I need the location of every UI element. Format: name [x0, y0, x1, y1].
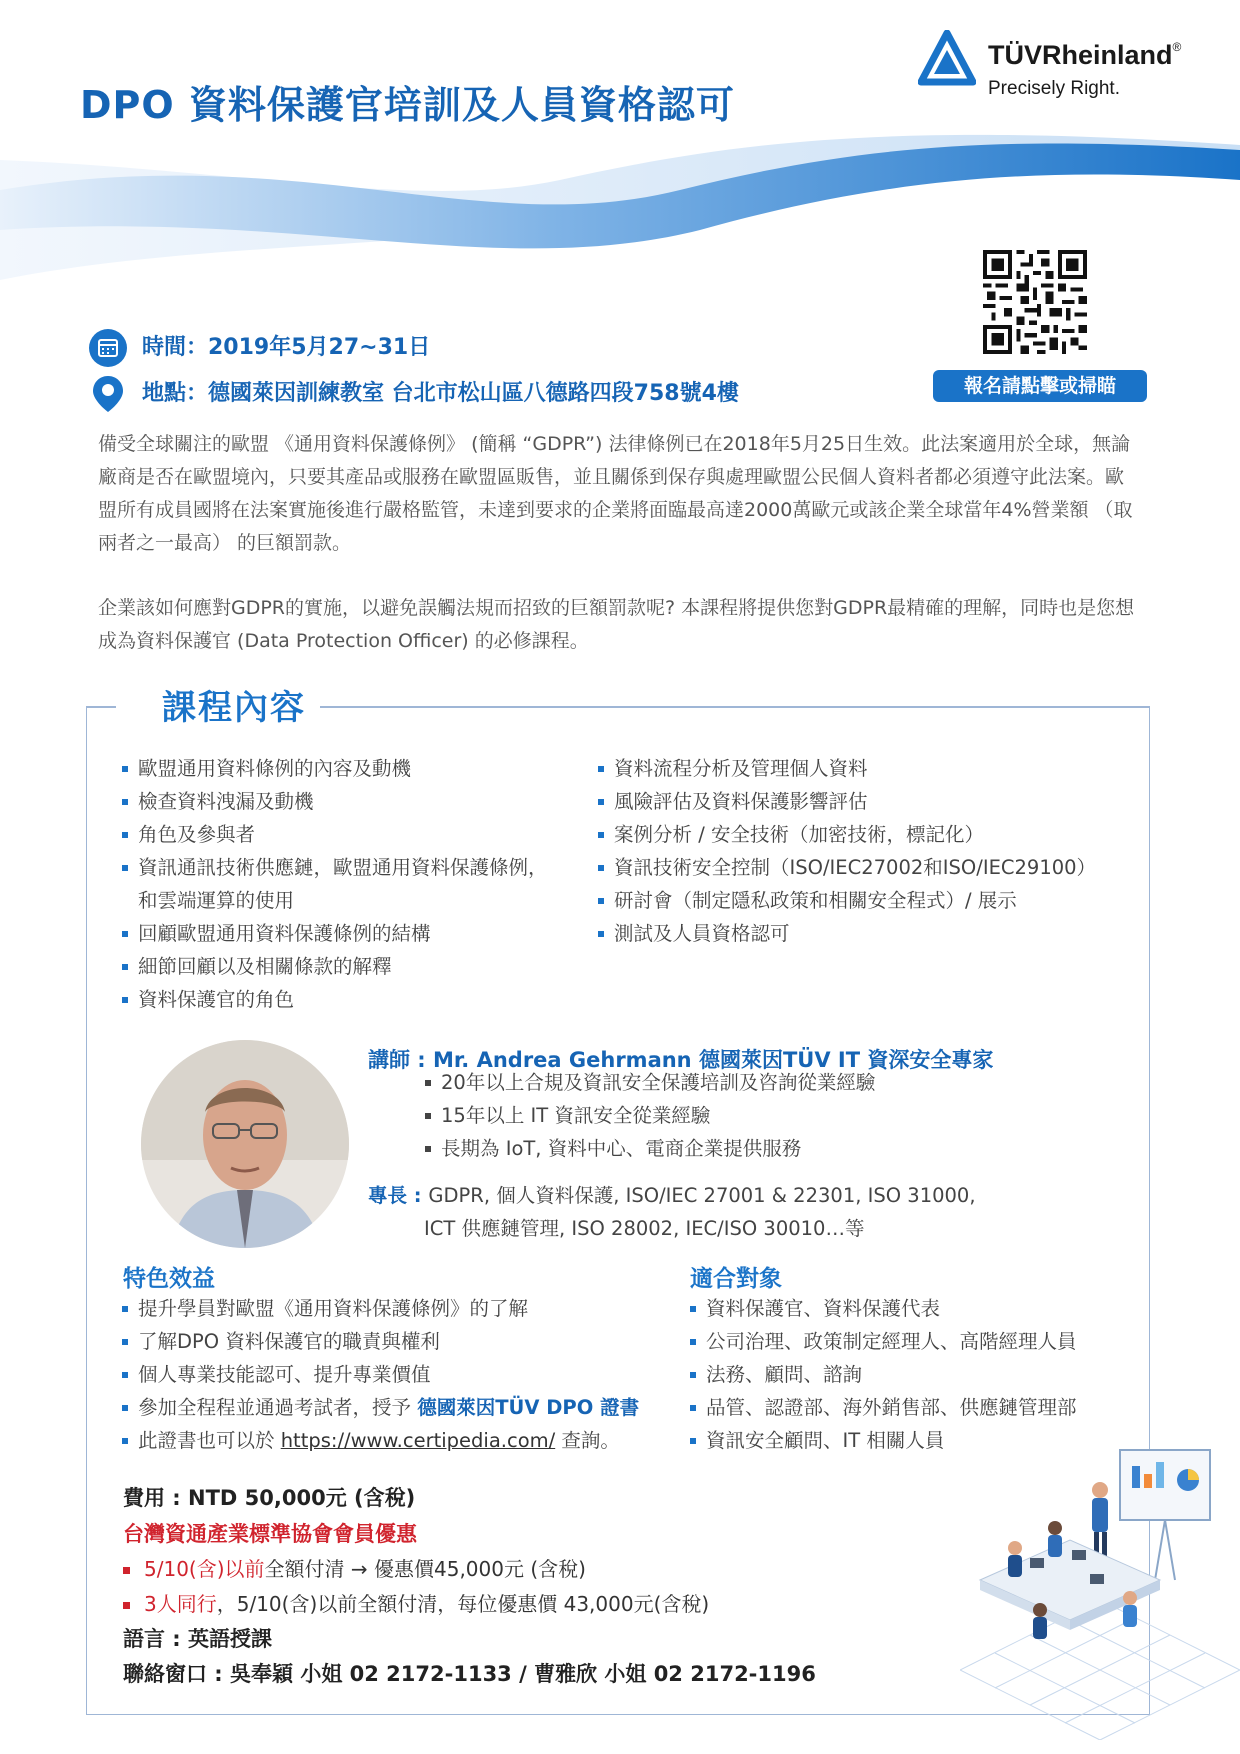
- list-item: 檢查資料洩漏及動機: [122, 785, 548, 818]
- box-top-rule: [320, 706, 1150, 708]
- calendar-icon: [88, 328, 128, 368]
- benefits-list: [122, 1292, 639, 1457]
- list-item: 歐盟通用資料條例的內容及動機: [122, 752, 548, 785]
- meeting-illustration: [960, 1440, 1240, 1740]
- list-item: 資料保護官、資料保護代表: [690, 1292, 1077, 1325]
- language-text: 語言 : 英語授課: [123, 1627, 273, 1651]
- intro-paragraph-1: 備受全球關注的歐盟 《通用資料保護條例》 (簡稱 “GDPR”) 法律條例已在2018年5月25日生效。此法案適用於全球，無論廠商是否在歐盟境內，只要其產品或服務在歐盟區販售，並且關係到保存與處理歐盟公民個人資料者都必須遵守此法案。歐盟所有成員國將在法案實施後進行嚴格監管，未達到要求的企業將面臨最高達2000萬歐元或該企業全球當年4%營業額 （取兩者之一最高） 的巨額罰款。: [98, 433, 1133, 554]
- intro-paragraph-2: 企業該如何應對GDPR的實施，以避免誤觸法規而招致的巨額罰款呢? 本課程將提供您對GDPR最精確的理解，同時也是您想成為資料保護官 (Data Protection Officer) 的必修課程。: [98, 597, 1135, 652]
- certificate-name: 德國萊因TÜV DPO 證書: [417, 1396, 640, 1419]
- list-item: 公司治理、政策制定經理人、高階經理人員: [690, 1325, 1077, 1358]
- list-item: 研討會（制定隱私政策和相關安全程式）/ 展示: [598, 884, 1096, 917]
- list-item: 15年以上 IT 資訊安全從業經驗: [425, 1099, 875, 1132]
- list-item: 資訊通訊技術供應鏈，歐盟通用資料保護條例，: [122, 851, 548, 884]
- list-item: 資料保護官的角色: [122, 983, 548, 1016]
- list-item: 風險評估及資料保護影響評估: [598, 785, 1096, 818]
- brand-name: TÜVRheinland®: [988, 40, 1182, 70]
- course-list-left: [122, 752, 548, 1016]
- certipedia-link[interactable]: https://www.certipedia.com/: [280, 1429, 556, 1452]
- brand-tagline: Precisely Right.: [988, 78, 1120, 99]
- event-time-text: 時間：2019年5月27~31日: [142, 335, 431, 360]
- list-item: 了解DPO 資料保護官的職責與權利: [122, 1325, 639, 1358]
- page-title: DPO 資料保護官培訓及人員資格認可: [80, 83, 735, 127]
- tuv-logo: [918, 30, 1208, 110]
- list-item: 案例分析 / 安全技術（加密技術，標記化）: [598, 818, 1096, 851]
- list-item: 提升學員對歐盟《通用資料保護條例》的了解: [122, 1292, 639, 1325]
- list-item: 資訊安全顧問、IT 相關人員: [690, 1424, 1077, 1457]
- audience-title: 適合對象: [690, 1266, 782, 1292]
- list-item: 20年以上合規及資訊安全保護培訓及咨詢從業經驗: [425, 1066, 875, 1099]
- location-pin-icon: [88, 374, 128, 414]
- instructor-expertise: 專長 : GDPR, 個人資料保護, ISO/IEC 27001 & 22301, ISO 31000, ICT 供應鏈管理, ISO 28002, IEC/ISO 30010…等: [368, 1184, 976, 1240]
- list-item: 品管、認證部、海外銷售部、供應鏈管理部: [690, 1391, 1077, 1424]
- instructor-points: [425, 1066, 875, 1165]
- event-time: [88, 328, 430, 368]
- course-list-right: [598, 752, 1096, 950]
- event-location-text: 地點：德國萊因訓練教室 台北市松山區八德路四段758號4樓: [142, 381, 739, 406]
- list-item: 角色及參與者: [122, 818, 548, 851]
- instructor-photo: [141, 1040, 349, 1248]
- register-button[interactable]: 報名請點擊或掃瞄: [933, 370, 1147, 402]
- list-item: 資訊技術安全控制（ISO/IEC27002和ISO/IEC29100）: [598, 851, 1096, 884]
- benefits-title: 特色效益: [123, 1266, 215, 1292]
- list-item: 法務、顧問、諮詢: [690, 1358, 1077, 1391]
- list-item: 測試及人員資格認可: [598, 917, 1096, 950]
- event-location: [88, 374, 739, 414]
- tuv-triangle-icon: [918, 30, 976, 86]
- list-item: 長期為 IoT, 資料中心、電商企業提供服務: [425, 1132, 875, 1165]
- list-item: 此證書也可以於 https://www.certipedia.com/ 查詢。: [122, 1424, 639, 1457]
- list-item: 參加全程程並通過考試者，授予 德國萊因TÜV DPO 證書: [122, 1391, 639, 1424]
- registration-qr-code[interactable]: [983, 250, 1087, 354]
- promo-early-bird: 5/10(含)以前全額付清 → 優惠價45,000元 (含稅): [123, 1553, 586, 1582]
- list-item: 回顧歐盟通用資料保護條例的結構: [122, 917, 548, 950]
- list-item: 細節回顧以及相關條款的解釋: [122, 950, 548, 983]
- member-discount-title: 台灣資通產業標準協會會員優惠: [123, 1522, 417, 1546]
- instructor-name: Mr. Andrea Gehrmann 德國萊因TÜV IT 資深安全專家: [433, 1048, 994, 1072]
- list-item-continuation: 和雲端運算的使用: [138, 889, 295, 912]
- list-item: 個人專業技能認可、提升專業價值: [122, 1358, 639, 1391]
- promo-group: 3人同行，5/10(含)以前全額付清，每位優惠價 43,000元(含稅): [123, 1588, 709, 1617]
- audience-list: [690, 1292, 1077, 1457]
- fee-text: 費用 : NTD 50,000元 (含稅): [123, 1486, 416, 1510]
- box-top-rule: [86, 706, 116, 708]
- list-item: 資料流程分析及管理個人資料: [598, 752, 1096, 785]
- course-section-title: 課程內容: [150, 680, 318, 729]
- instructor-heading: 講師 : Mr. Andrea Gehrmann 德國萊因TÜV IT 資深安全專家: [368, 1048, 994, 1072]
- contact-text: 聯絡窗口 : 吳奉穎 小姐 02 2172-1133 / 曹雅欣 小姐 02 2172-1196: [123, 1662, 816, 1686]
